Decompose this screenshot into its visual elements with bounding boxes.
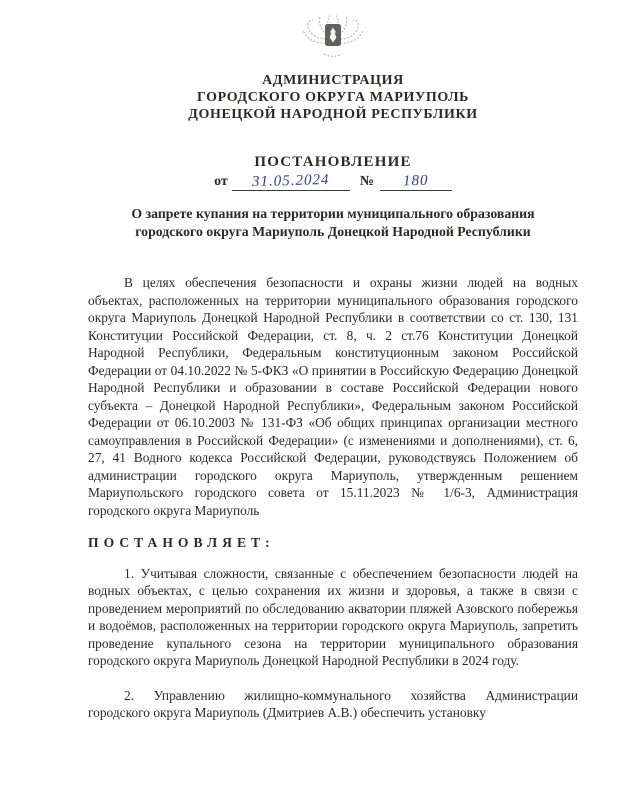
decree-item-2: 2. Управлению жилищно-коммунального хозяйства Администрации городского округа Мариуполь (Дмитриев А.В.) обеспечить установку [88,687,578,720]
date-number-line [88,173,578,191]
org-name-line-3: ДОНЕЦКОЙ НАРОДНОЙ РЕСПУБЛИКИ [188,107,478,122]
number-prefix-label: № [359,174,374,189]
decree-heading [88,154,578,241]
coat-of-arms-icon [296,9,370,61]
document-type-label: ПОСТАНОВЛЕНИЕ [254,154,412,170]
handwritten-date: 31.05.2024 [251,171,330,191]
handwritten-number: 180 [402,172,429,190]
number-field [380,173,452,191]
org-name-line-2: ГОРОДСКОГО ОКРУГА МАРИУПОЛЬ [196,90,469,105]
document-body [88,274,578,722]
date-prefix-label: от [214,174,228,189]
org-name-line-1: АДМИНИСТРАЦИЯ [262,73,404,88]
org-name [88,72,578,123]
document-title-line-2: городского округа Мариуполь Донецкой Народной Республики [135,224,531,239]
decree-item-1: 1. Учитывая сложности, связанные с обеспечением безопасности людей на водных объектах, с целью сохранения их жизни и здоровья, а также в связи с проведением мероприятий по обследованию акватории пляжей Азовского побережья и водоёмов, расположенных на территории городского округа Мариуполь, запретить проведение купального сезона на территории муниципального образования городского округа Мариуполь Донецкой Народной Республики в 2024 году. [88,565,578,668]
document-header [88,0,578,123]
preamble-paragraph: В целях обеспечения безопасности и охраны жизни людей на водных объектах, расположенных на территории муниципального образования городского округа Мариуполь Донецкой Народной Республики в соответствии со ст. 130, 131 Конституции Российской Федерации, ст. 8, ч. 2 ст.76 Конституции Донецкой Народной Республики, Федеральным конституционным законом Российской Федерации от 04.10.2022 № 5-ФКЗ «О принятии в Российскую Федерацию Донецкой Народной Республики и образовании в составе Российской Федерации нового субъекта – Донецкой Народной Республики», Федеральным законом Российской Федерации от 06.10.2003 № 131-ФЗ «Об общих принципах организации местного самоуправления в Российской Федерации» (с изменениями и дополнениями), ст. 6, 27, 41 Водного кодекса Российской Федерации, руководствуясь Положением об администрации городского округа Мариуполь, утвержденным решением Мариупольского городского совета от 15.11.2023 № 1/6-3, Администрация городского округа Мариуполь [88,275,578,518]
document-title-line-1: О запрете купания на территории муниципального образования [131,206,535,221]
document-title [88,205,578,241]
resolves-label: ПОСТАНОВЛЯЕТ: [88,535,275,550]
date-field [232,173,350,191]
